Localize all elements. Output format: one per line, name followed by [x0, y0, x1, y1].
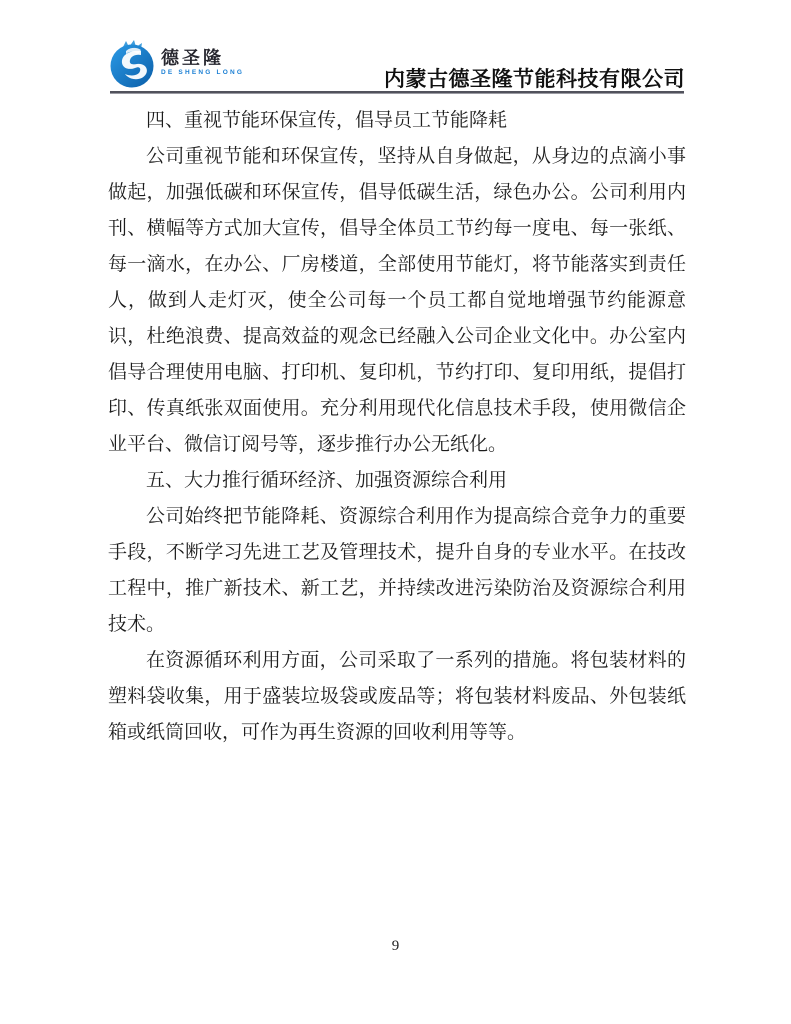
section-4-paragraph: 公司重视节能和环保宣传，坚持从自身做起，从身边的点滴小事做起，加强低碳和环保宣传，倡导低碳生活，绿色办公。公司利用内刊、横幅等方式加大宣传，倡导全体员工节约每一度电、每一张纸、每一滴水，在办公、厂房楼道，全部使用节能灯，将节能落实到责任人，做到人走灯灭，使全公司每一个员工都自觉地增强节约能源意识，杜绝浪费、提高效益的观念已经融入公司企业文化中。办公室内倡导合理使用电脑、打印机、复印机，节约打印、复印用纸，提倡打印、传真纸张双面使用。充分利用现代化信息技术手段，使用微信企业平台、微信订阅号等，逐步推行办公无纸化。 [108, 146, 686, 455]
page-header [108, 34, 685, 91]
section-5-paragraph-1: 公司始终把节能降耗、资源综合利用作为提高综合竞争力的重要手段，不断学习先进工艺及管理技术，提升自身的专业水平。在技改工程中，推广新技术、新工艺，并持续改进污染防治及资源综合利用技术。 [108, 506, 686, 635]
dragon-s-logo-icon [108, 37, 158, 89]
section-5-paragraph-2: 在资源循环利用方面，公司采取了一系列的措施。将包装材料的塑料袋收集，用于盛装垃圾袋或废品等；将包装材料废品、外包装纸箱或纸筒回收，可作为再生资源的回收利用等等。 [108, 650, 686, 743]
section-4-heading: 四、重视节能环保宣传，倡导员工节能降耗 [146, 110, 508, 131]
brand-name-cn: 德圣隆 [161, 48, 224, 68]
page-footer [0, 938, 791, 955]
company-name: 内蒙古德圣隆节能科技有限公司 [384, 67, 685, 91]
company-logo [108, 37, 244, 89]
document-body [108, 103, 686, 751]
brand-text [161, 49, 244, 77]
section-5-heading: 五、大力推行循环经济、加强资源综合利用 [146, 470, 508, 491]
page-number: 9 [391, 938, 400, 954]
brand-name-en: DE SHENG LONG [161, 69, 245, 76]
header-divider [110, 91, 684, 94]
